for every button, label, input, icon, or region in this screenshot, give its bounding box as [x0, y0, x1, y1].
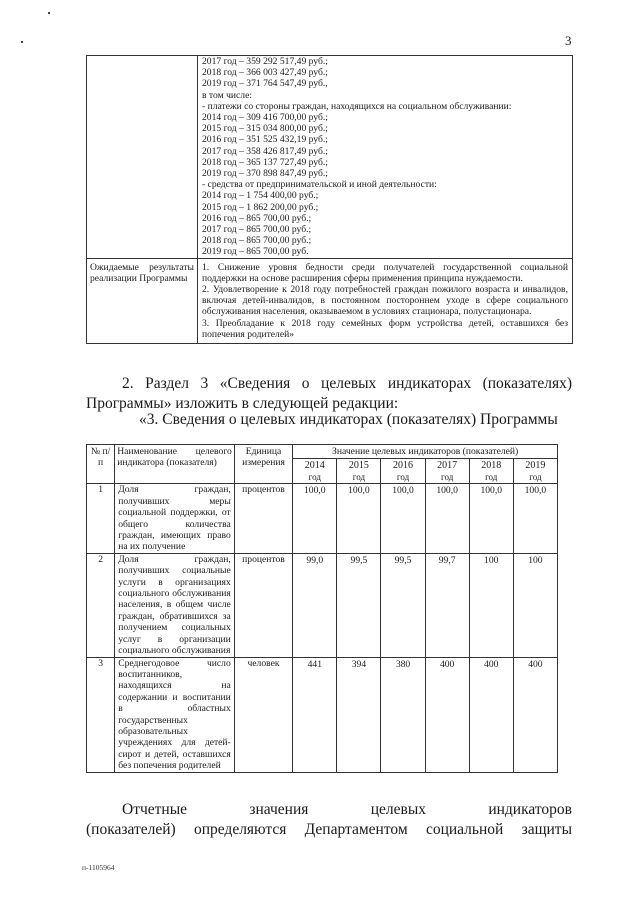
indicators-table — [86, 444, 558, 773]
indicator-value: 380 — [381, 657, 425, 772]
indicator-unit: процентов — [234, 484, 292, 553]
expected-result-item: 3. Преобладание к 2018 году семейных форм устройства детей, оставшихся без попечения родителей» — [202, 317, 568, 340]
funding-line: 2018 год – 365 137 727,49 руб.; — [202, 156, 328, 168]
document-code: п-1105964 — [82, 863, 115, 872]
indicator-value: 100,0 — [381, 484, 425, 553]
funding-values-cell — [198, 56, 573, 259]
year-suffix: год — [529, 472, 542, 483]
year-suffix: год — [440, 472, 454, 483]
indicator-value: 100,0 — [469, 484, 513, 553]
indicator-value: 99,0 — [293, 553, 337, 657]
indicator-value: 400 — [513, 657, 557, 772]
indicator-value: 99,5 — [337, 553, 381, 657]
expected-result-item: 2. Удовлетворение к 2018 году потребностей граждан пожилого возраста и инвалидов, включая детей-инвалидов, в постоянном постороннем уходе в сфере социального обслуживания населения, оказываемом в условиях стационара, полустационара. — [202, 284, 568, 318]
section-heading: «3. Сведения о целевых индикаторах (показателях) Программы — [139, 411, 558, 428]
header-year-2014 — [293, 459, 337, 484]
indicator-value: 394 — [337, 657, 381, 772]
indicator-value: 99,5 — [381, 553, 425, 657]
funding-line: 2017 год – 865 700,00 руб.; — [202, 224, 312, 236]
row-number: 2 — [87, 553, 115, 657]
year-label: 2018 — [481, 460, 502, 472]
indicator-unit: человек — [234, 657, 292, 772]
results-label: Ожидаемые результаты реализации Программы — [87, 258, 198, 343]
table-row — [87, 553, 558, 657]
header-unit: Единица измерения — [234, 445, 292, 484]
table-row — [87, 657, 558, 772]
header-year-2019 — [513, 459, 557, 484]
header-num: № п/п — [87, 445, 115, 484]
row-number: 1 — [87, 484, 115, 553]
header-values-group: Значение целевых индикаторов (показателей) — [293, 445, 558, 459]
indicator-value: 100,0 — [513, 484, 557, 553]
header-year-2015 — [337, 459, 381, 484]
scan-speck — [21, 41, 23, 43]
funding-line: в том числе: — [202, 89, 253, 101]
indicator-value: 100 — [469, 553, 513, 657]
year-suffix: год — [485, 472, 498, 483]
header-name: Наименование целевого индикатора (показателя) — [115, 445, 235, 484]
funding-line: 2019 год – 371 764 547,49 руб., — [202, 78, 328, 90]
row-number: 3 — [87, 657, 115, 772]
indicator-value: 100,0 — [293, 484, 337, 553]
indicator-value: 100,0 — [425, 484, 469, 553]
year-label: 2017 — [437, 460, 458, 472]
funding-line: 2016 год – 351 525 432,19 руб.; — [202, 134, 328, 146]
funding-line: 2019 год – 370 898 847,49 руб.; — [202, 168, 328, 180]
scan-speck — [48, 12, 50, 14]
funding-line: - средства от предпринимательской и иной деятельности: — [202, 179, 437, 191]
expected-result-item: 1. Снижение уровня бедности среди получателей государственной социальной поддержки на основе расширения сферы применения принципа нуждаемости. — [202, 261, 568, 284]
header-year-2016 — [381, 459, 425, 484]
closing-line-1: Отчетные значения целевых индикаторов — [122, 801, 572, 818]
year-label: 2015 — [348, 460, 369, 472]
indicators-body — [87, 484, 558, 772]
amendment-paragraph: 2. Раздел 3 «Сведения о целевых индикаторах (показателях) Программы» изложить в следующей редакции: — [86, 375, 572, 412]
header-year-2017 — [425, 459, 469, 484]
indicator-value: 100 — [513, 553, 557, 657]
funding-label-cell — [87, 56, 198, 259]
funding-row — [87, 56, 573, 259]
year-label: 2014 — [304, 460, 325, 472]
year-suffix: год — [396, 472, 410, 483]
indicator-value: 100,0 — [337, 484, 381, 553]
funding-line: 2018 год – 366 003 427,49 руб.; — [202, 67, 328, 79]
year-label: 2016 — [393, 460, 414, 472]
funding-line: 2014 год – 1 754 400,00 руб.; — [202, 190, 319, 202]
indicator-value: 99,7 — [425, 553, 469, 657]
funding-line: 2019 год – 865 700,00 руб. — [202, 246, 309, 258]
table-row — [87, 484, 558, 553]
results-cell — [198, 258, 573, 343]
indicator-name: Доля граждан, получивших социальные услуги в организациях социального обслуживания населения, в общем числе граждан, обратившихся за получением социальных услуг в организации социального обслуживания — [115, 553, 235, 657]
indicator-value: 400 — [469, 657, 513, 772]
results-row — [87, 258, 573, 343]
year-suffix: год — [352, 472, 366, 483]
funding-line: - платежи со стороны граждан, находящихся на социальном обслуживании: — [202, 100, 512, 112]
funding-line: 2017 год – 359 292 517,49 руб.; — [202, 56, 328, 67]
funding-line: 2014 год – 309 416 700,00 руб.; — [202, 112, 328, 124]
funding-line: 2015 год – 1 862 200,00 руб.; — [202, 201, 319, 213]
closing-line-2: (показателей) определяются Департаментом социальной защиты — [86, 821, 572, 838]
indicator-value: 400 — [425, 657, 469, 772]
closing-paragraph — [86, 800, 572, 840]
indicator-unit: процентов — [234, 553, 292, 657]
header-year-2018 — [469, 459, 513, 484]
indicator-value: 441 — [293, 657, 337, 772]
year-suffix: год — [308, 472, 321, 483]
indicator-name: Среднегодовое число воспитанников, находящихся на содержании и воспитании в областных государственных образовательных учреждениях для детей-сирот и детей, оставшихся без попечения родителей — [115, 657, 235, 772]
indicator-name: Доля граждан, получивших меры социальной поддержки, от общего количества граждан, имеющих право на их получение — [115, 484, 235, 553]
funding-line: 2018 год – 865 700,00 руб.; — [202, 235, 312, 247]
page-number: 3 — [565, 33, 572, 48]
funding-line: 2015 год – 315 034 800,00 руб.; — [202, 123, 328, 135]
funding-line: 2016 год – 865 700,00 руб.; — [202, 212, 312, 224]
header-row — [87, 445, 558, 459]
funding-line: 2017 год – 358 426 817,49 руб.; — [202, 145, 328, 157]
year-label: 2019 — [525, 460, 546, 472]
funding-table — [86, 55, 573, 344]
